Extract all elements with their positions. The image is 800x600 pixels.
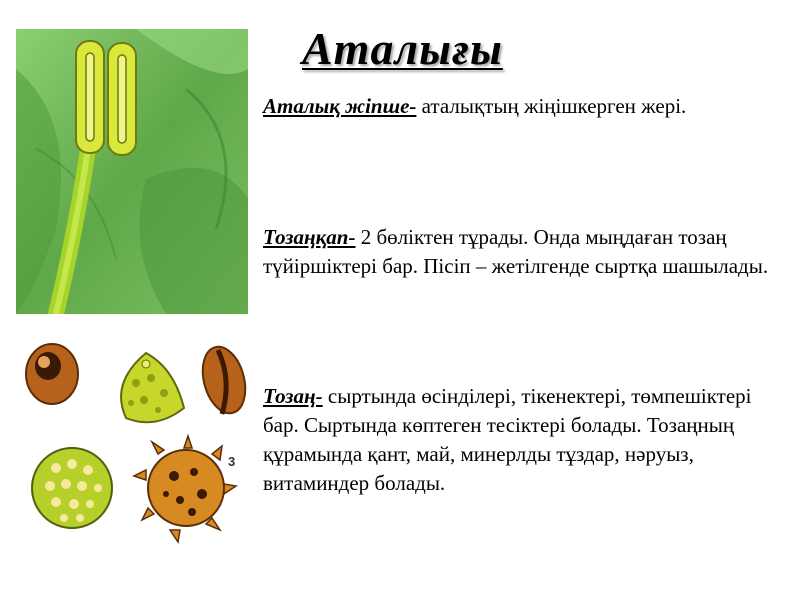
term-anther: Тозаңқап- xyxy=(263,225,356,249)
pollen-grain-cup-icon xyxy=(26,344,78,404)
definition-filament: аталықтың жіңішкерген жері. xyxy=(416,94,687,118)
definition-anther: 2 бөліктен тұрады. Онда мыңдаған тозаң түйіршіктері бар. Пісіп – жетілгенде сыртқа шашылады. xyxy=(263,225,769,278)
figure-number: 3 xyxy=(228,454,236,469)
definition-pollen: сыртында өсінділері, тікенектері, төмпешіктері бар. Сыртында көптеген тесіктері болады. Тозаңның құрамында қант, май, минерлды тұздар, нәруыз, витаминдер болады. xyxy=(263,384,752,495)
paragraph-filament xyxy=(263,92,783,121)
stamen-image xyxy=(16,29,248,314)
slide-title: Аталығы xyxy=(302,23,503,74)
pollen-grains-image xyxy=(16,338,252,556)
pollen-grain-reticulate-icon xyxy=(32,448,112,528)
paragraph-pollen xyxy=(263,382,783,498)
term-pollen: Тозаң- xyxy=(263,384,323,408)
stamen-illustration-icon xyxy=(16,29,248,314)
term-filament: Аталық жіпше- xyxy=(263,94,417,118)
pollen-grains-illustration-icon xyxy=(16,338,252,556)
paragraph-anther xyxy=(263,223,783,281)
